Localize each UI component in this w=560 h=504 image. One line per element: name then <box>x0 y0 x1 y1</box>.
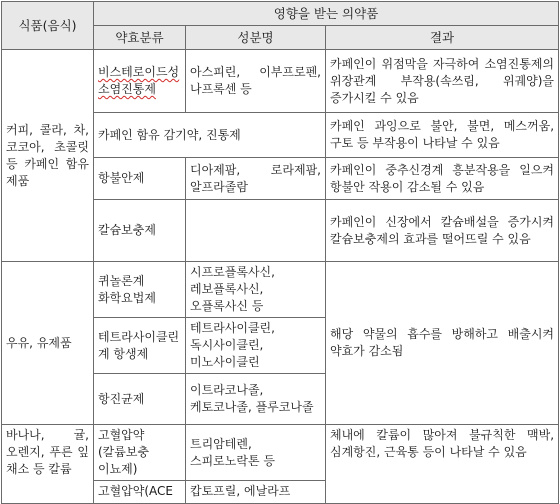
drug-class-text: 비스테로이드성 소염진통제 <box>98 65 180 96</box>
drug-class-cell: 항불안제 <box>94 158 186 200</box>
result-cell: 카페인이 위점막을 자극하여 소염진통제의 위장관계 부작용(속쓰림, 위궤양)을 증가시킬 수 있음 <box>326 50 559 113</box>
table-row <box>2 425 559 481</box>
ingredient-cell: 디아제팜, 로라제팜, 알프라졸람 <box>186 158 326 200</box>
drug-class-text: 고혈압약(ACE <box>98 484 174 498</box>
food-cell-potassium: 바나나, 귤, 오렌지, 푸른 잎 채소 등 칼륨 <box>2 425 94 504</box>
drug-class-cell <box>94 50 186 113</box>
food-drug-interaction-table <box>1 1 559 504</box>
header-food: 식품(음식) <box>2 2 94 50</box>
ingredient-cell: 이트라코나졸, 케토코나졸, 플루코나졸 <box>186 374 326 425</box>
drug-class-cell: 고혈압약(칼륨보충 이뇨제) <box>94 425 186 481</box>
header-drug-class: 약효분류 <box>94 26 186 50</box>
drug-class-cell: 퀴놀론계 화학요법제 <box>94 262 186 318</box>
header-affected-drugs: 영향을 받는 의약품 <box>94 2 559 26</box>
food-cell-caffeine: 커피, 콜라, 차, 코코아, 초콜릿 등 카페인 함유 제품 <box>2 50 94 262</box>
ingredient-cell: 시프로플록사신, 레보플록사신, 오플록사신 등 <box>186 262 326 318</box>
result-cell-potassium: 체내에 칼륨이 많아져 불규칙한 맥박, 심계항진, 근육통 등이 나타날 수 있음 <box>326 425 559 504</box>
ingredient-text: 캅토프릴, 에날라프 <box>190 484 291 498</box>
drug-class-cell <box>94 481 186 504</box>
header-result: 결과 <box>326 26 559 50</box>
food-cell-dairy: 우유, 유제품 <box>2 262 94 425</box>
drug-class-cell: 칼슘보충제 <box>94 200 186 262</box>
table-row <box>2 262 559 318</box>
drug-class-cell: 테트라사이클린계 항생제 <box>94 318 186 374</box>
ingredient-cell: 아스피린, 이부프로펜, 나프록센 등 <box>186 50 326 113</box>
ingredient-cell: 테트라사이클린, 독시사이클린, 미노사이클린 <box>186 318 326 374</box>
ingredient-cell-empty <box>186 200 326 262</box>
result-cell-dairy: 해당 약물의 흡수를 방해하고 배출시켜 약효가 감소됨 <box>326 262 559 425</box>
result-cell: 카페인 과잉으로 불안, 불면, 메스꺼움, 구토 등 부작용이 나타날 수 있음 <box>326 113 559 158</box>
drug-class-cell-wide: 카페인 함유 감기약, 진통제 <box>94 113 326 158</box>
table-row <box>2 50 559 113</box>
ingredient-cell <box>186 481 326 504</box>
drug-class-cell: 항진균제 <box>94 374 186 425</box>
result-cell: 카페인이 신장에서 칼슘배설을 증가시켜 칼슘보충제의 효과를 떨어뜨릴 수 있음 <box>326 200 559 262</box>
result-cell: 카페인이 중추신경계 흥분작용을 일으켜 항불안 작용이 감소될 수 있음 <box>326 158 559 200</box>
header-ingredient: 성분명 <box>186 26 326 50</box>
ingredient-cell: 트리암테렌, 스피로노락톤 등 <box>186 425 326 481</box>
